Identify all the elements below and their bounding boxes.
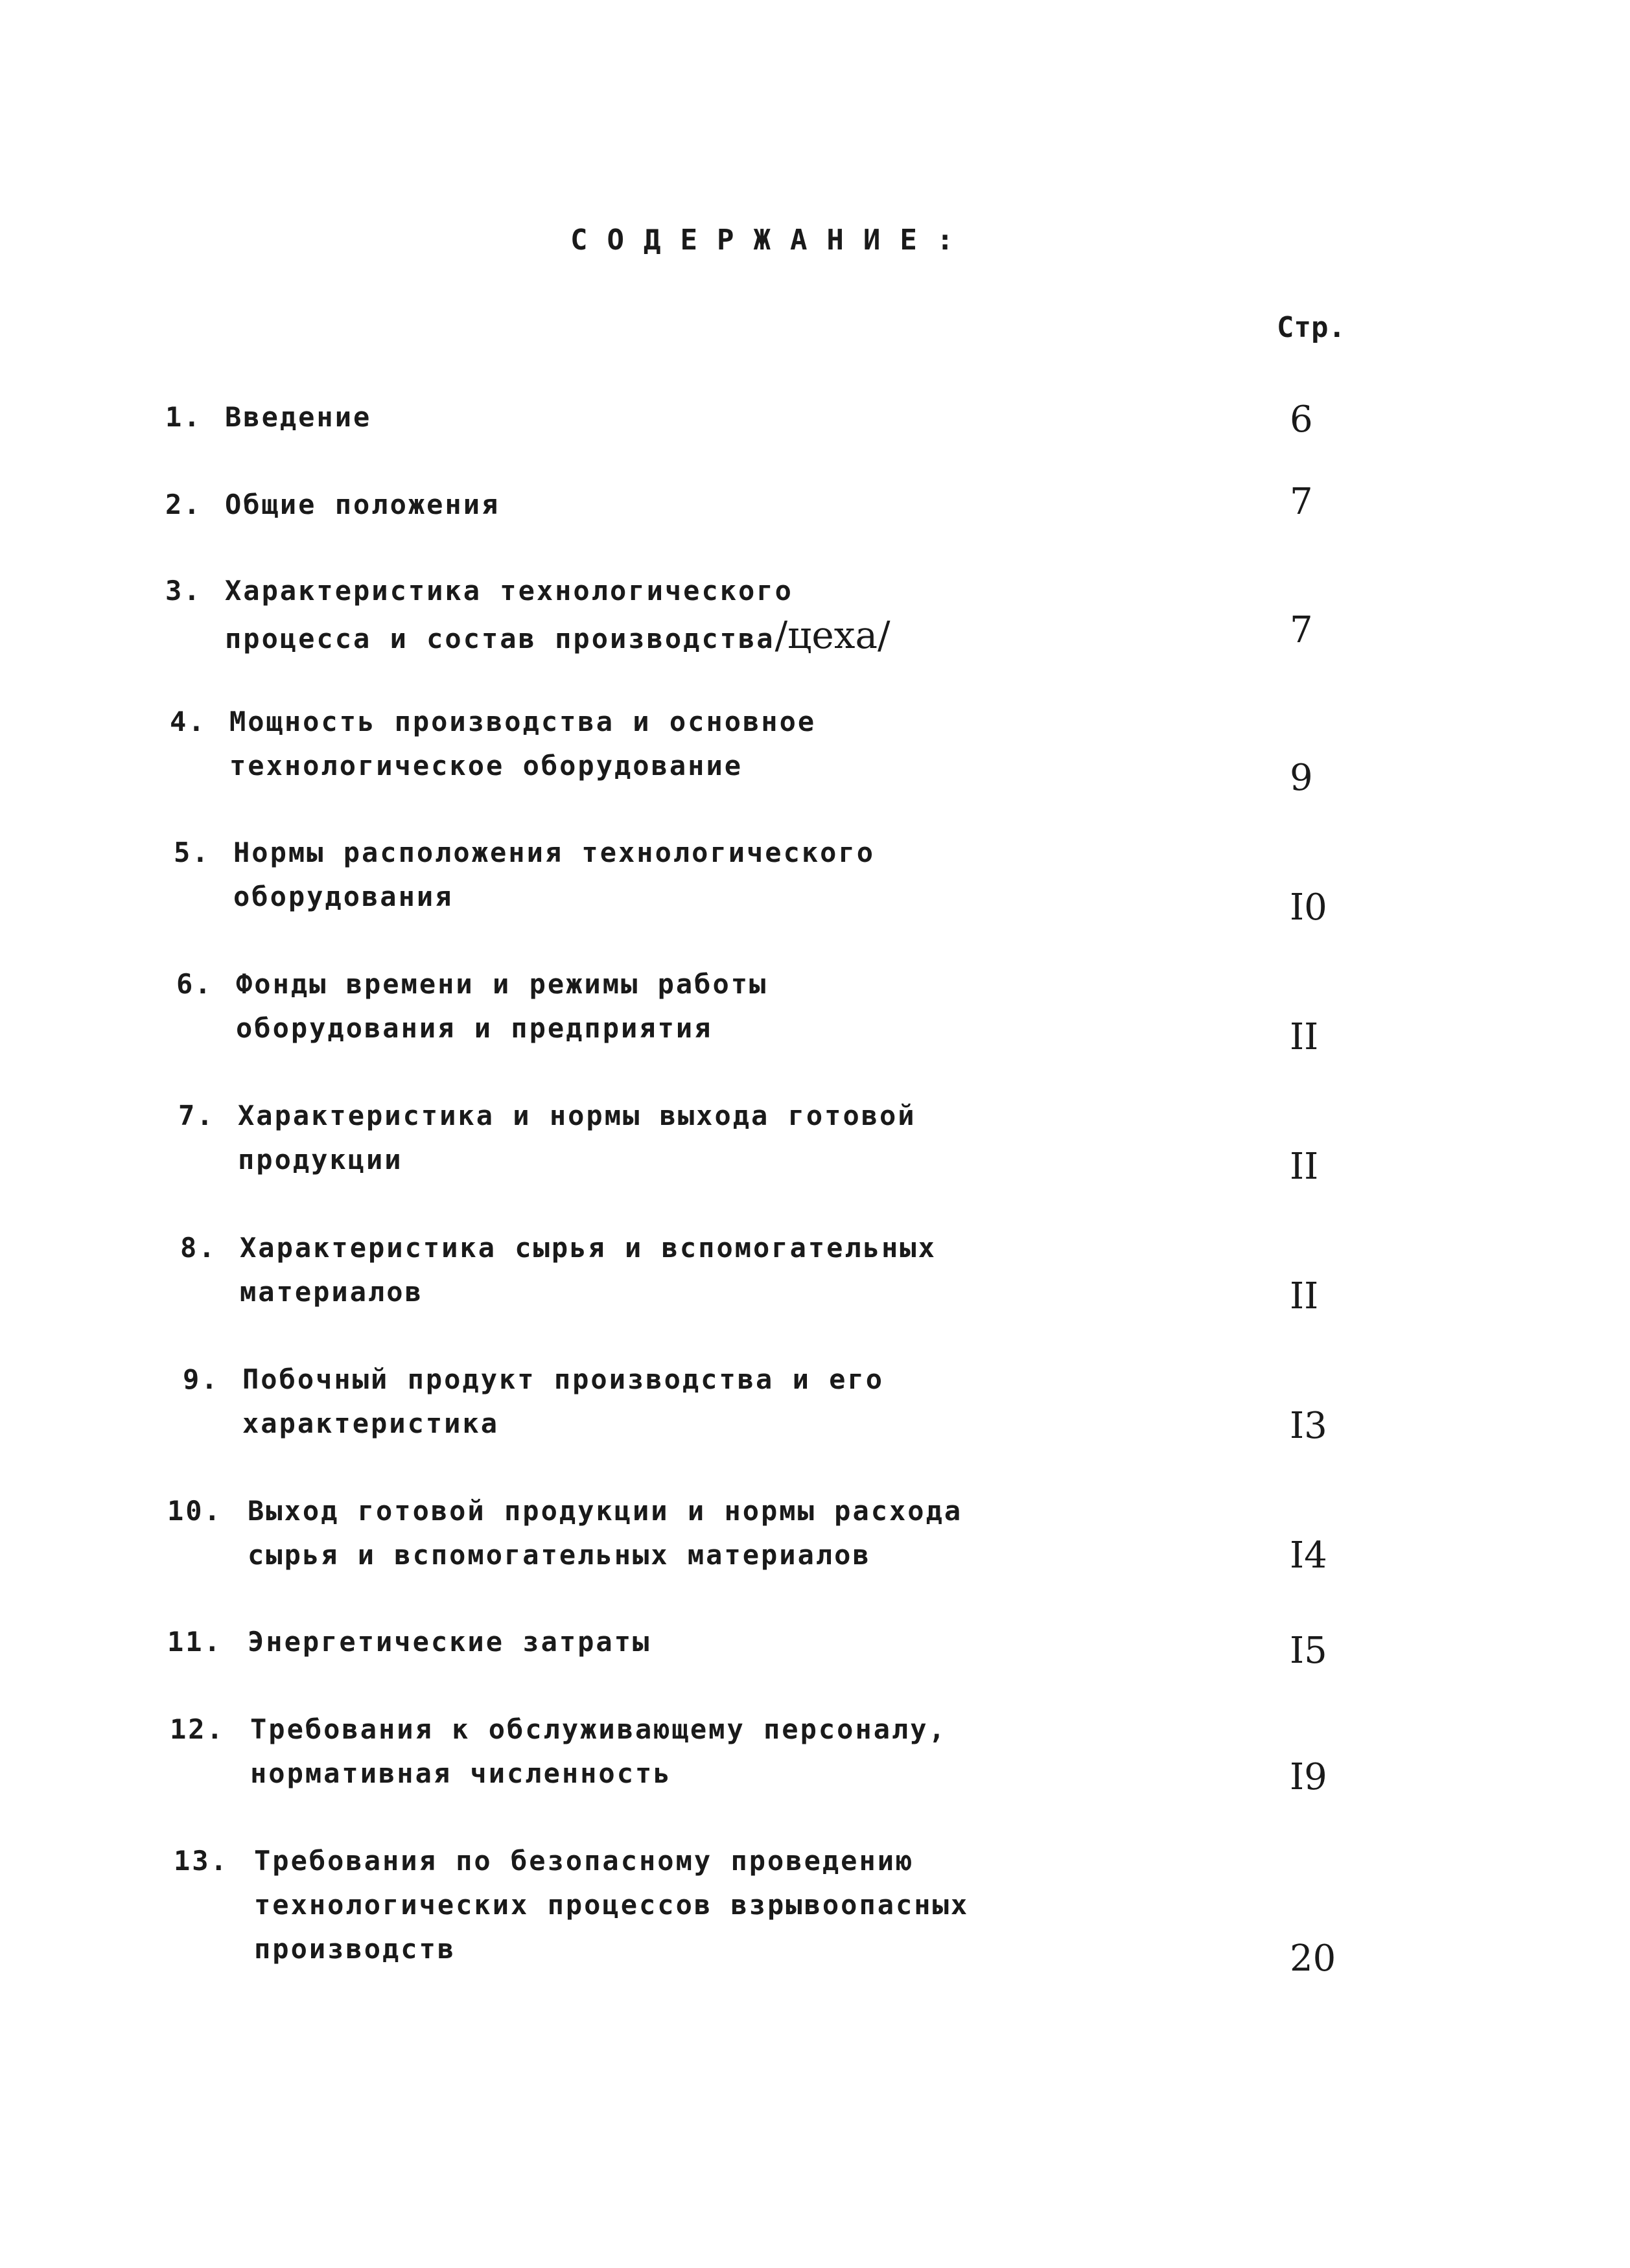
toc-entry-title-continued: процесса и состав производства/цеха/ (225, 613, 891, 657)
toc-entry-page: 7 (1290, 481, 1313, 523)
toc-entry-page: I9 (1290, 1756, 1327, 1798)
toc-entry-number: 13. (174, 1845, 229, 1877)
toc-entry-title: Характеристика и нормы выхода готовой (238, 1100, 916, 1131)
toc-entry-title-continued: производств (254, 1933, 456, 1965)
toc-entry-title-continued: оборудования и предприятия (236, 1012, 713, 1044)
handwritten-note: /цеха/ (774, 613, 891, 657)
toc-entry-number: 3. (165, 575, 202, 607)
toc-entry-number: 1. (165, 401, 202, 433)
toc-entry-title-continued: продукции (238, 1144, 403, 1175)
toc-entry-number: 7. (178, 1100, 215, 1131)
toc-entry-number: 5. (174, 837, 211, 868)
toc-entry-title-continued: технологических процессов взрывоопасных (254, 1889, 970, 1921)
toc-entry-text (170, 1707, 947, 1796)
page-title: СОДЕРЖАНИЕ: (570, 224, 973, 257)
toc-entry-title: Требования к обслуживающему персоналу, (250, 1713, 947, 1745)
toc-entry-text (174, 831, 875, 919)
toc-entry-title: Введение (225, 401, 372, 433)
toc-entry-title-continued: оборудования (233, 881, 454, 912)
toc-entry-number: 4. (170, 706, 207, 737)
toc-entry-title-continued: нормативная численность (250, 1757, 672, 1789)
toc-entry-text (167, 1620, 651, 1664)
toc-entry-title: Энергетические затраты (248, 1626, 651, 1658)
toc-entry-title: Мощность производства и основное (229, 706, 817, 737)
toc-entry-page: I4 (1290, 1534, 1327, 1577)
toc-entry-title-continued: технологическое оборудование (229, 750, 743, 781)
toc-entry-text (180, 1226, 937, 1314)
toc-entry-text (183, 1358, 884, 1446)
toc-entry-title: Фонды времени и режимы работы (236, 968, 768, 1000)
toc-entry-title-continued: материалов (240, 1276, 423, 1308)
toc-entry-text (165, 483, 500, 527)
toc-entry-text (176, 962, 767, 1050)
toc-entry-title-continued: сырья и вспомогательных материалов (248, 1539, 871, 1571)
toc-entry-page: I0 (1290, 886, 1327, 929)
toc-entry-page: II (1290, 1146, 1319, 1188)
toc-entry-text (167, 1489, 962, 1577)
toc-entry-page: 20 (1290, 1938, 1336, 1980)
toc-entry-page: 9 (1290, 757, 1313, 799)
toc-entry-number: 11. (167, 1626, 222, 1658)
toc-entry-page: I5 (1290, 1630, 1327, 1672)
toc-entry-number: 9. (183, 1363, 220, 1395)
toc-entry-title: Побочный продукт производства и его (242, 1363, 885, 1395)
toc-entry-page: II (1290, 1016, 1319, 1058)
toc-entry-page: I3 (1290, 1405, 1327, 1447)
toc-entry-text (174, 1839, 969, 1971)
toc-entry-text (170, 700, 816, 788)
toc-entry-title: Характеристика технологического (225, 575, 793, 607)
toc-entry-text (178, 1094, 916, 1182)
toc-entry-title: Требования по безопасному проведению (254, 1845, 914, 1877)
toc-entry-number: 6. (176, 968, 213, 1000)
toc-entry-number: 10. (167, 1495, 222, 1527)
toc-entry-title: Общие положения (225, 489, 500, 520)
toc-entry-page: 7 (1290, 609, 1313, 651)
toc-entry-title: Характеристика сырья и вспомогательных (240, 1232, 937, 1264)
toc-entry-text (165, 395, 371, 439)
toc-entry-number: 2. (165, 489, 202, 520)
toc-entry-page: II (1290, 1275, 1319, 1317)
toc-entry-page: 6 (1290, 399, 1313, 441)
page-column-label: Стр. (1277, 311, 1345, 344)
toc-entry-title: Выход готовой продукции и нормы расхода (248, 1495, 963, 1527)
toc-entry-title: Нормы расположения технологического (233, 837, 876, 868)
toc-entry-title-continued: характеристика (242, 1407, 500, 1439)
toc-entry-number: 8. (180, 1232, 217, 1264)
toc-entry-text (165, 569, 891, 661)
toc-entry-number: 12. (170, 1713, 225, 1745)
